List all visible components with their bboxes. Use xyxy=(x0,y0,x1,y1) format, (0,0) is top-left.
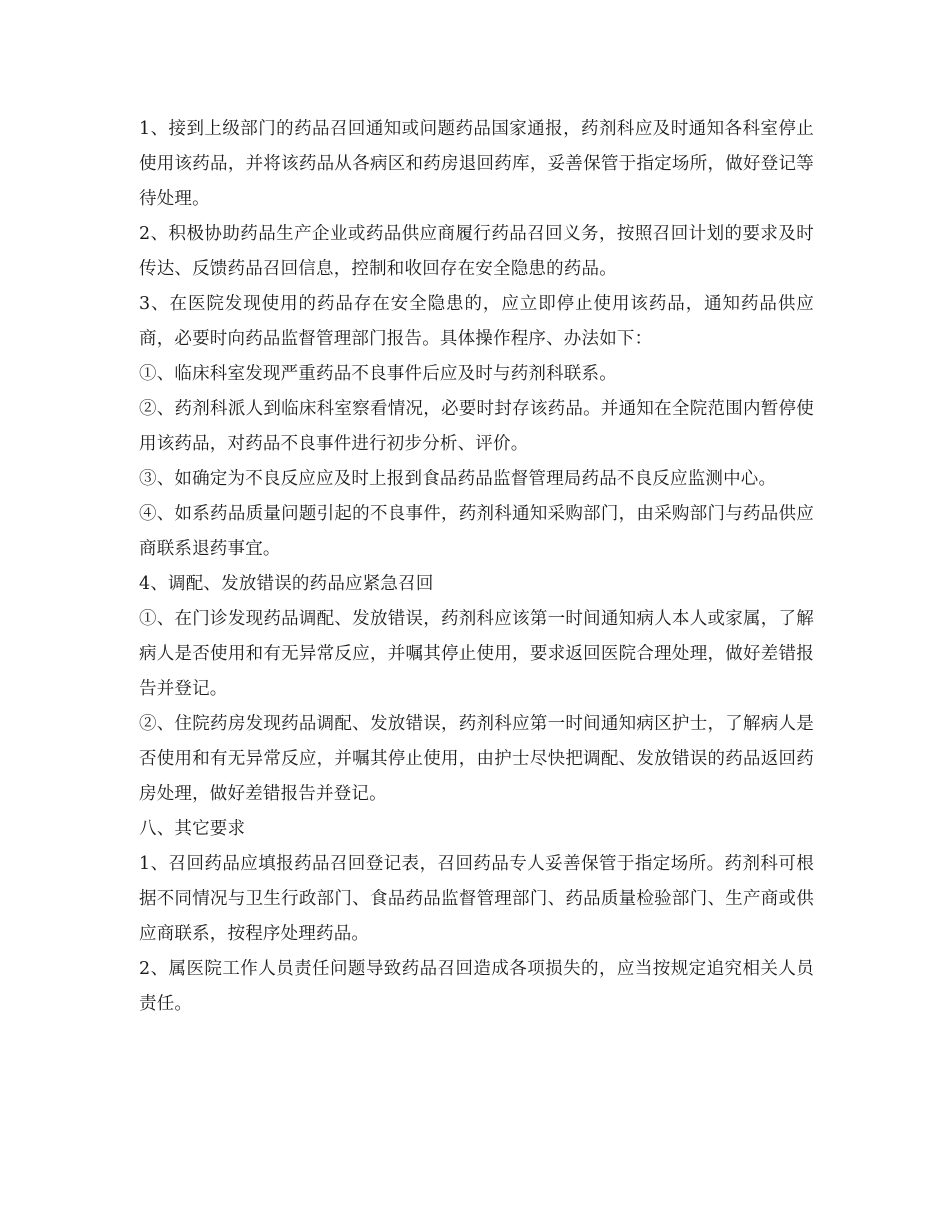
paragraph-outpatient-error: ①、在门诊发现药品调配、发放错误，药剂科应该第一时间通知病人本人或家属，了解病人是否使用和有无异常反应，并嘱其停止使用，要求返回医院合理处理，做好差错报告并登记。 xyxy=(139,609,814,699)
paragraph-recall-notice: 1、接到上级部门的药品召回通知或问题药品国家通报，药剂科应及时通知各科室停止使用该药品，并将该药品从各病区和药房退回药库，妥善保管于指定场所，做好登记等待处理。 xyxy=(139,119,814,209)
paragraph-step-4: ④、如系药品质量问题引起的不良事件，药剂科通知采购部门，由采购部门与药品供应商联系退药事宜。 xyxy=(139,504,814,559)
paragraph-step-2: ②、药剂科派人到临床科室察看情况，必要时封存该药品。并通知在全院范围内暂停使用该药品，对药品不良事件进行初步分析、评价。 xyxy=(139,399,814,454)
paragraph-hospital-hazard: 3、在医院发现使用的药品存在安全隐患的，应立即停止使用该药品，通知药品供应商，必要时向药品监督管理部门报告。具体操作程序、办法如下： xyxy=(139,294,814,349)
paragraph-step-3: ③、如确定为不良反应应及时上报到食品药品监督管理局药品不良反应监测中心。 xyxy=(139,469,777,489)
paragraph-inpatient-error: ②、住院药房发现药品调配、发放错误，药剂科应第一时间通知病区护士，了解病人是否使用和有无异常反应，并嘱其停止使用，由护士尽快把调配、发放错误的药品返回药房处理，做好差错报告并登记。 xyxy=(139,714,814,804)
document-body xyxy=(139,112,814,1022)
paragraph-responsibility: 2、属医院工作人员责任问题导致药品召回造成各项损失的，应当按规定追究相关人员责任。 xyxy=(139,959,814,1014)
section-heading-other-requirements: 八、其它要求 xyxy=(139,819,246,839)
paragraph-assist-manufacturer: 2、积极协助药品生产企业或药品供应商履行药品召回义务，按照召回计划的要求及时传达、反馈药品召回信息，控制和收回存在安全隐患的药品。 xyxy=(139,224,814,279)
paragraph-step-1: ①、临床科室发现严重药品不良事件后应及时与药剂科联系。 xyxy=(139,364,617,384)
paragraph-registration: 1、召回药品应填报药品召回登记表，召回药品专人妥善保管于指定场所。药剂科可根据不同情况与卫生行政部门、食品药品监督管理部门、药品质量检验部门、生产商或供应商联系，按程序处理药品。 xyxy=(139,854,814,944)
paragraph-dispensing-error-heading: 4、调配、发放错误的药品应紧急召回 xyxy=(139,574,434,594)
